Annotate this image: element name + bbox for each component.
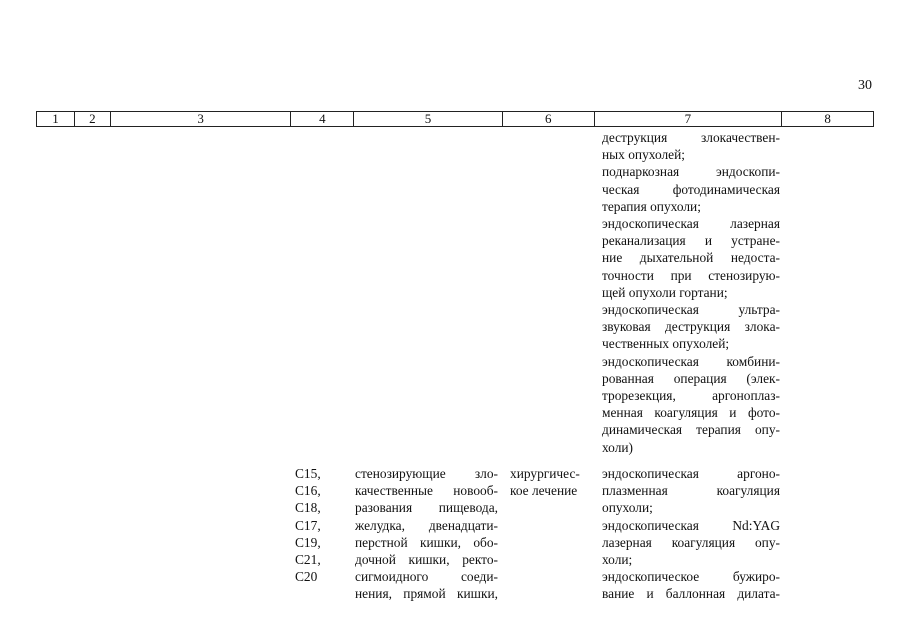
table-header-row <box>36 111 874 127</box>
text-line: качественные новооб- <box>355 483 498 499</box>
text-line: рованная операция (элек- <box>602 370 780 386</box>
text-line: поднаркозная эндоскопи- <box>602 164 780 180</box>
text-line: нения, прямой кишки, <box>355 586 498 602</box>
text-line: эндоскопическая аргоно- <box>602 466 780 481</box>
text-line: щей опухоли гортани; <box>602 284 728 300</box>
text-line: эндоскопическая комбини- <box>602 353 780 369</box>
page-number: 30 <box>858 78 872 93</box>
header-col-2: 2 <box>75 112 111 126</box>
text-line: точности при стенозирую- <box>602 267 780 283</box>
text-line: динамическая терапия опу- <box>602 422 780 438</box>
text-line: плазменная коагуляция <box>602 483 780 499</box>
header-col-8: 8 <box>824 111 831 126</box>
header-col-5: 5 <box>354 112 503 126</box>
text-line: менная коагуляция и фото- <box>602 405 780 421</box>
text-line: ние дыхательной недоста- <box>602 250 780 266</box>
code-item: C15, <box>295 466 321 481</box>
text-line: хирургичес- <box>510 466 580 481</box>
text-line: кое лечение <box>510 483 578 499</box>
text-line: сигмоидного соеди- <box>355 569 498 585</box>
code-item: C16, <box>295 483 321 499</box>
text-line: разования пищевода, <box>355 500 498 516</box>
text-line: опухоли; <box>602 500 653 516</box>
header-col-6: 6 <box>503 112 595 126</box>
text-line: терапия опухоли; <box>602 198 701 214</box>
diagnosis-codes <box>295 465 345 585</box>
text-line: лазерная коагуляция опу- <box>602 534 780 550</box>
text-line: эндоскопическая Nd:YAG <box>602 517 780 533</box>
text-line: дочной кишки, ректо- <box>355 552 498 568</box>
text-line: стенозирующие зло- <box>355 466 498 481</box>
code-item: C18, <box>295 500 321 516</box>
text-line: деструкция злокачествен- <box>602 130 780 145</box>
header-col-1: 1 <box>37 112 75 126</box>
condition-description <box>355 465 498 603</box>
text-line: эндоскопическая лазерная <box>602 216 780 232</box>
text-line: звуковая деструкция злока- <box>602 319 780 335</box>
code-item: C20 <box>295 569 318 585</box>
header-col-7: 7 <box>595 112 783 126</box>
text-line: вание и баллонная дилата- <box>602 586 780 602</box>
header-col-3: 3 <box>111 112 292 126</box>
text-line: ческая фотодинамическая <box>602 181 780 197</box>
text-line: ных опухолей; <box>602 147 685 163</box>
header-col-4: 4 <box>291 112 354 126</box>
text-line: желудка, двенадцати- <box>355 517 498 533</box>
text-line: трорезекция, аргоноплаз- <box>602 388 780 404</box>
text-line: холи; <box>602 552 633 568</box>
text-line: эндоскопическая ультра- <box>602 302 780 318</box>
text-line: реканализация и устране- <box>602 233 780 249</box>
text-line: холи) <box>602 439 634 455</box>
code-item: C21, <box>295 552 321 568</box>
methods-continuation <box>602 129 780 456</box>
treatment-methods <box>602 465 780 603</box>
text-line: чественных опухолей; <box>602 336 730 352</box>
text-line: эндоскопическое бужиро- <box>602 569 780 585</box>
code-item: C17, <box>295 517 321 533</box>
treatment-type <box>510 465 590 499</box>
code-item: C19, <box>295 534 321 550</box>
text-line: перстной кишки, обо- <box>355 534 498 550</box>
